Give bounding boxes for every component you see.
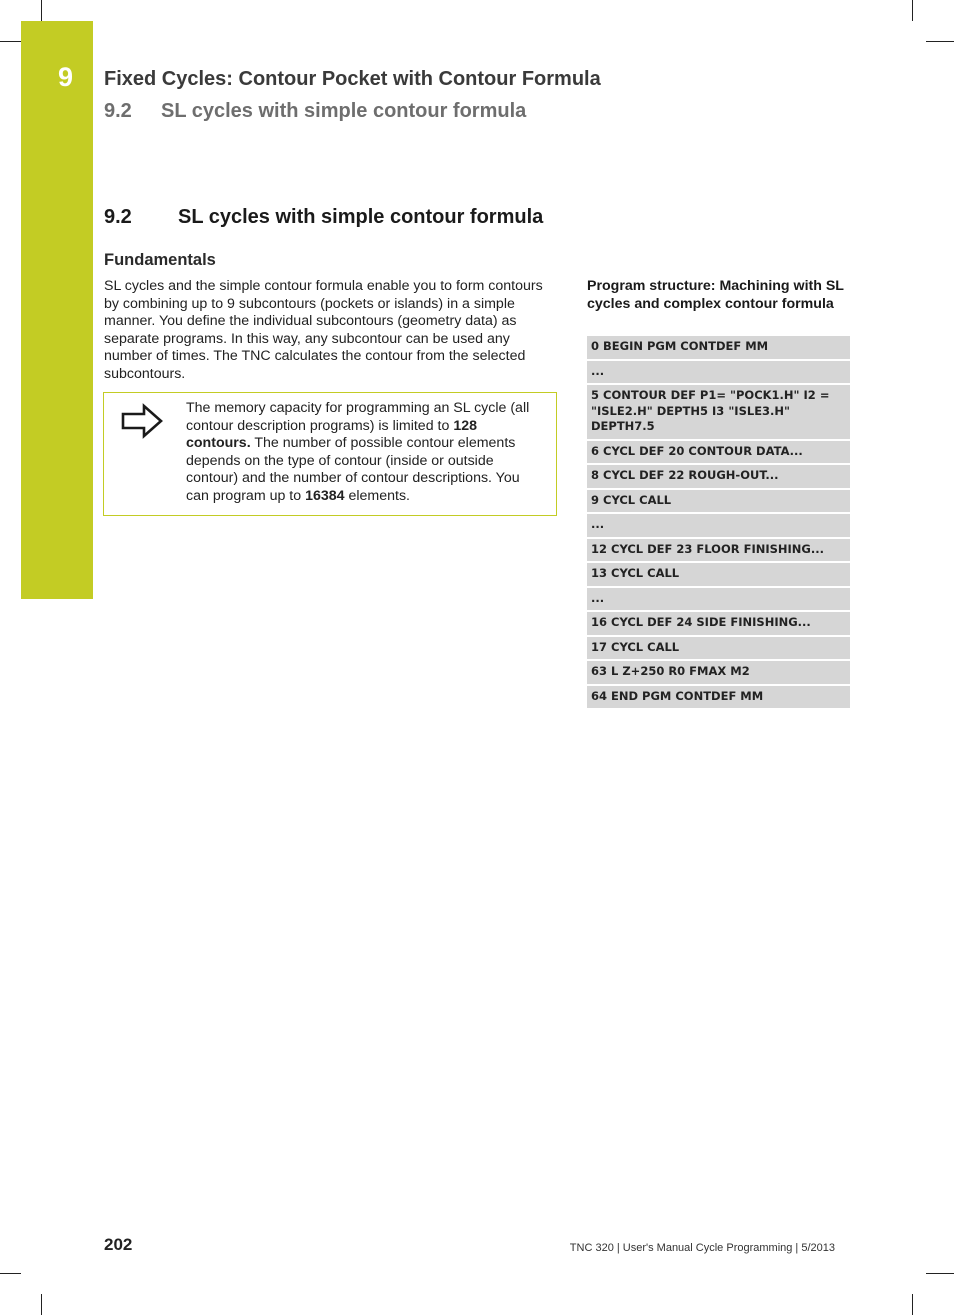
running-header-section-number: 9.2 xyxy=(104,100,132,122)
running-header-section xyxy=(104,100,526,123)
page-number: 202 xyxy=(104,1235,133,1254)
crop-mark xyxy=(926,1273,954,1274)
code-line: ... xyxy=(587,361,850,384)
note-text-part: elements. xyxy=(344,487,410,504)
footer-doc-info: TNC 320 | User's Manual Cycle Programming | 5/2013 xyxy=(569,1242,835,1254)
chapter-number: 9 xyxy=(58,62,74,92)
crop-mark xyxy=(912,0,913,21)
note-box xyxy=(103,392,557,516)
chapter-tab xyxy=(21,21,93,599)
crop-mark xyxy=(41,1294,42,1315)
running-header-title: Fixed Cycles: Contour Pocket with Contour Formula xyxy=(104,68,601,90)
code-line: 9 CYCL CALL xyxy=(587,490,850,513)
code-line: 63 L Z+250 R0 FMAX M2 xyxy=(587,661,850,684)
program-structure-title: Program structure: Machining with SL cycles and complex contour formula xyxy=(587,278,844,312)
crop-mark xyxy=(0,1273,21,1274)
code-line: 6 CYCL DEF 20 CONTOUR DATA... xyxy=(587,441,850,464)
program-code-table xyxy=(587,336,850,710)
crop-mark xyxy=(912,1294,913,1315)
code-line: 13 CYCL CALL xyxy=(587,563,850,586)
crop-mark xyxy=(41,0,42,21)
code-line: 12 CYCL DEF 23 FLOOR FINISHING... xyxy=(587,539,850,562)
code-line: 8 CYCL DEF 22 ROUGH-OUT... xyxy=(587,465,850,488)
section-title: SL cycles with simple contour formula xyxy=(178,206,544,228)
code-line: ... xyxy=(587,514,850,537)
note-bold-contours: 128 contours. xyxy=(186,417,477,452)
section-number: 9.2 xyxy=(104,206,132,228)
code-line: 16 CYCL DEF 24 SIDE FINISHING... xyxy=(587,612,850,635)
note-bold-elements: 16384 xyxy=(305,487,345,504)
note-text-part: The number of possible contour elements depends on the type of contour (inside or outside contour) and the number of contour descriptions. You can program up to xyxy=(186,435,520,504)
crop-mark xyxy=(926,41,954,42)
section-heading xyxy=(104,206,543,229)
arrow-right-icon xyxy=(120,403,164,439)
body-paragraph: SL cycles and the simple contour formula enable you to form contours by combining up to 9 subcontours (pockets or islands) in a simple manner. You define the individual subcontours (geometry data) as separate programs. In this way, any subcontour can be used any number of times. The TNC calculates the contour from the selected subcontours. xyxy=(104,278,543,382)
code-line: ... xyxy=(587,588,850,611)
code-line: 5 CONTOUR DEF P1= "POCK1.H" I2 = "ISLE2.H" DEPTH5 I3 "ISLE3.H" DEPTH7.5 xyxy=(587,385,850,439)
note-text-part: The memory capacity for programming an SL cycle (all contour description programs) is limited to xyxy=(186,400,530,434)
code-line: 17 CYCL CALL xyxy=(587,637,850,660)
code-line: 0 BEGIN PGM CONTDEF MM xyxy=(587,336,850,359)
code-line: 64 END PGM CONTDEF MM xyxy=(587,686,850,709)
note-text xyxy=(186,400,538,506)
running-header-section-title: SL cycles with simple contour formula xyxy=(161,100,527,122)
subsection-heading: Fundamentals xyxy=(104,251,216,269)
crop-mark xyxy=(0,41,21,42)
